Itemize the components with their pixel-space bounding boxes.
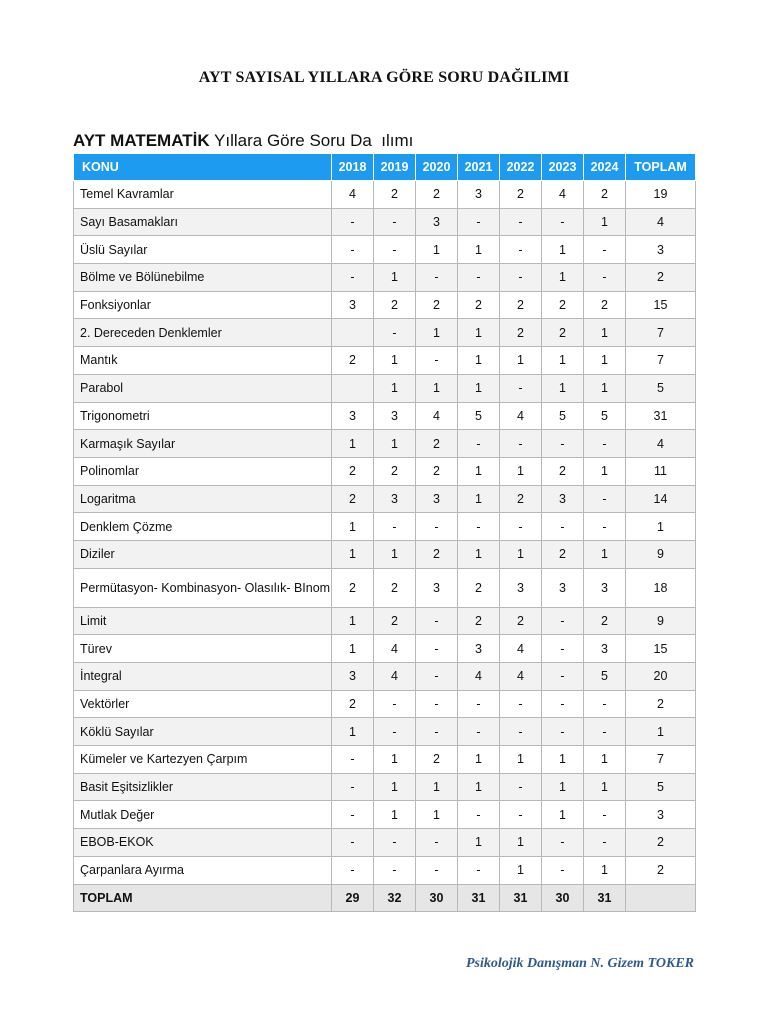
topic-cell: Parabol: [74, 374, 332, 402]
count-cell: 2: [374, 568, 416, 607]
topic-cell: Karmaşık Sayılar: [74, 430, 332, 458]
header-row: [74, 154, 696, 181]
table-row: [74, 568, 696, 607]
count-cell: -: [332, 829, 374, 857]
totals-cell: TOPLAM: [74, 884, 332, 911]
count-cell: 1: [584, 856, 626, 884]
table-row: [74, 663, 696, 691]
count-cell: 3: [626, 236, 696, 264]
totals-cell: 31: [500, 884, 542, 911]
count-cell: 1: [500, 457, 542, 485]
count-cell: -: [458, 264, 500, 292]
count-cell: 2: [332, 457, 374, 485]
count-cell: 1: [458, 319, 500, 347]
count-cell: 1: [584, 746, 626, 774]
topic-cell: Çarpanlara Ayırma: [74, 856, 332, 884]
count-cell: 1: [584, 773, 626, 801]
count-cell: 5: [542, 402, 584, 430]
count-cell: -: [332, 746, 374, 774]
count-cell: 2: [626, 690, 696, 718]
count-cell: 15: [626, 291, 696, 319]
topic-cell: Limit: [74, 607, 332, 635]
count-cell: 5: [626, 374, 696, 402]
table-row: [74, 181, 696, 209]
count-cell: -: [416, 607, 458, 635]
count-cell: -: [584, 236, 626, 264]
count-cell: -: [458, 513, 500, 541]
count-cell: -: [584, 829, 626, 857]
topic-cell: İntegral: [74, 663, 332, 691]
count-cell: -: [332, 856, 374, 884]
section-heading: [73, 131, 413, 151]
count-cell: 1: [500, 856, 542, 884]
totals-cell: 32: [374, 884, 416, 911]
count-cell: 1: [584, 457, 626, 485]
count-cell: -: [584, 690, 626, 718]
count-cell: 2: [458, 607, 500, 635]
count-cell: 1: [332, 430, 374, 458]
totals-cell: 31: [584, 884, 626, 911]
topic-cell: Kümeler ve Kartezyen Çarpım: [74, 746, 332, 774]
count-cell: 3: [500, 568, 542, 607]
topic-cell: Diziler: [74, 540, 332, 568]
topic-cell: Üslü Sayılar: [74, 236, 332, 264]
count-cell: 1: [584, 208, 626, 236]
count-cell: -: [542, 718, 584, 746]
count-cell: 3: [332, 402, 374, 430]
count-cell: -: [500, 264, 542, 292]
count-cell: 1: [584, 347, 626, 375]
count-cell: -: [500, 718, 542, 746]
count-cell: -: [458, 801, 500, 829]
column-header: 2022: [500, 154, 542, 181]
count-cell: -: [416, 718, 458, 746]
count-cell: 7: [626, 319, 696, 347]
count-cell: 2: [542, 540, 584, 568]
count-cell: -: [458, 856, 500, 884]
count-cell: -: [500, 430, 542, 458]
count-cell: 7: [626, 347, 696, 375]
table-row: [74, 718, 696, 746]
count-cell: -: [374, 319, 416, 347]
count-cell: 2: [416, 457, 458, 485]
column-header: TOPLAM: [626, 154, 696, 181]
count-cell: 1: [416, 236, 458, 264]
count-cell: -: [584, 485, 626, 513]
totals-cell: 30: [416, 884, 458, 911]
count-cell: 2: [500, 319, 542, 347]
table-row: [74, 635, 696, 663]
column-header: 2018: [332, 154, 374, 181]
count-cell: 2: [542, 457, 584, 485]
table-row: [74, 236, 696, 264]
table-row: [74, 485, 696, 513]
section-heading-rest: Yıllara Göre Soru Da ılımı: [209, 131, 414, 150]
table-row: [74, 690, 696, 718]
count-cell: -: [416, 264, 458, 292]
count-cell: 3: [542, 568, 584, 607]
count-cell: -: [332, 801, 374, 829]
count-cell: 2: [332, 485, 374, 513]
table-row: [74, 746, 696, 774]
count-cell: -: [458, 718, 500, 746]
count-cell: -: [458, 208, 500, 236]
count-cell: 3: [416, 568, 458, 607]
count-cell: 1: [626, 718, 696, 746]
count-cell: 11: [626, 457, 696, 485]
question-distribution-table: [73, 153, 696, 912]
count-cell: 2: [416, 746, 458, 774]
count-cell: 7: [626, 746, 696, 774]
count-cell: 1: [542, 801, 584, 829]
count-cell: 4: [374, 663, 416, 691]
totals-row: [74, 884, 696, 911]
totals-cell: 29: [332, 884, 374, 911]
count-cell: -: [500, 773, 542, 801]
count-cell: -: [332, 208, 374, 236]
table-row: [74, 319, 696, 347]
count-cell: 1: [332, 607, 374, 635]
count-cell: 2: [332, 568, 374, 607]
count-cell: -: [374, 208, 416, 236]
count-cell: 4: [332, 181, 374, 209]
column-header: 2021: [458, 154, 500, 181]
count-cell: 15: [626, 635, 696, 663]
count-cell: -: [332, 773, 374, 801]
count-cell: 1: [458, 540, 500, 568]
topic-cell: Logaritma: [74, 485, 332, 513]
table-row: [74, 540, 696, 568]
table-row: [74, 801, 696, 829]
count-cell: 1: [458, 485, 500, 513]
count-cell: 1: [542, 347, 584, 375]
count-cell: 2: [416, 430, 458, 458]
count-cell: 2: [626, 264, 696, 292]
count-cell: 2: [500, 485, 542, 513]
count-cell: 3: [416, 208, 458, 236]
count-cell: 3: [332, 663, 374, 691]
count-cell: 2: [374, 291, 416, 319]
count-cell: 1: [374, 801, 416, 829]
count-cell: 4: [500, 402, 542, 430]
count-cell: 3: [374, 402, 416, 430]
count-cell: 5: [458, 402, 500, 430]
count-cell: 3: [584, 568, 626, 607]
count-cell: 2: [374, 457, 416, 485]
topic-cell: Bölme ve Bölünebilme: [74, 264, 332, 292]
count-cell: 1: [626, 513, 696, 541]
count-cell: 1: [500, 347, 542, 375]
count-cell: -: [416, 856, 458, 884]
count-cell: 2: [332, 690, 374, 718]
count-cell: 1: [374, 773, 416, 801]
count-cell: 1: [458, 374, 500, 402]
count-cell: 2: [584, 181, 626, 209]
count-cell: -: [374, 829, 416, 857]
table-row: [74, 607, 696, 635]
table-row: [74, 291, 696, 319]
count-cell: 1: [374, 347, 416, 375]
count-cell: 1: [458, 457, 500, 485]
count-cell: -: [584, 801, 626, 829]
count-cell: -: [542, 607, 584, 635]
count-cell: 1: [500, 829, 542, 857]
topic-cell: Temel Kavramlar: [74, 181, 332, 209]
count-cell: 1: [332, 718, 374, 746]
count-cell: 1: [332, 513, 374, 541]
count-cell: -: [584, 264, 626, 292]
count-cell: 1: [374, 264, 416, 292]
topic-cell: Köklü Sayılar: [74, 718, 332, 746]
column-header: 2023: [542, 154, 584, 181]
count-cell: -: [542, 430, 584, 458]
topic-cell: Polinomlar: [74, 457, 332, 485]
count-cell: 1: [542, 773, 584, 801]
count-cell: -: [416, 635, 458, 663]
document-title: AYT SAYISAL YILLARA GÖRE SORU DAĞILIMI: [198, 69, 570, 86]
count-cell: 5: [626, 773, 696, 801]
count-cell: 1: [416, 374, 458, 402]
count-cell: 9: [626, 540, 696, 568]
count-cell: 2: [542, 319, 584, 347]
count-cell: 1: [542, 746, 584, 774]
count-cell: 3: [458, 181, 500, 209]
count-cell: -: [584, 430, 626, 458]
count-cell: -: [584, 718, 626, 746]
totals-cell: 30: [542, 884, 584, 911]
count-cell: -: [542, 208, 584, 236]
count-cell: -: [374, 513, 416, 541]
count-cell: 5: [584, 402, 626, 430]
count-cell: 4: [626, 430, 696, 458]
topic-cell: Türev: [74, 635, 332, 663]
count-cell: 4: [500, 635, 542, 663]
count-cell: 3: [458, 635, 500, 663]
count-cell: 1: [458, 746, 500, 774]
count-cell: 19: [626, 181, 696, 209]
count-cell: -: [542, 513, 584, 541]
count-cell: -: [332, 236, 374, 264]
topic-cell: Denklem Çözme: [74, 513, 332, 541]
column-header: KONU: [74, 154, 332, 181]
topic-cell: Basit Eşitsizlikler: [74, 773, 332, 801]
topic-cell: Mantık: [74, 347, 332, 375]
count-cell: 4: [626, 208, 696, 236]
count-cell: 2: [584, 607, 626, 635]
count-cell: -: [374, 718, 416, 746]
count-cell: 2: [416, 540, 458, 568]
count-cell: 1: [332, 635, 374, 663]
count-cell: 9: [626, 607, 696, 635]
topic-cell: EBOB-EKOK: [74, 829, 332, 857]
count-cell: 18: [626, 568, 696, 607]
count-cell: 2: [374, 181, 416, 209]
count-cell: 1: [542, 236, 584, 264]
count-cell: 4: [458, 663, 500, 691]
count-cell: 14: [626, 485, 696, 513]
count-cell: 1: [374, 540, 416, 568]
count-cell: -: [416, 513, 458, 541]
column-header: 2020: [416, 154, 458, 181]
author-signature: Psikolojik Danışman N. Gizem TOKER: [465, 956, 694, 971]
totals-cell: [626, 884, 696, 911]
topic-cell: Trigonometri: [74, 402, 332, 430]
count-cell: 1: [584, 540, 626, 568]
count-cell: 2: [500, 291, 542, 319]
table-row: [74, 457, 696, 485]
count-cell: 2: [542, 291, 584, 319]
table-row: [74, 513, 696, 541]
count-cell: 3: [332, 291, 374, 319]
count-cell: 4: [500, 663, 542, 691]
topic-cell: Sayı Basamakları: [74, 208, 332, 236]
count-cell: -: [500, 513, 542, 541]
table-row: [74, 856, 696, 884]
table-row: [74, 773, 696, 801]
count-cell: 2: [332, 347, 374, 375]
section-heading-bold: AYT MATEMATİK: [73, 131, 210, 150]
count-cell: 5: [584, 663, 626, 691]
count-cell: -: [416, 347, 458, 375]
count-cell: 3: [584, 635, 626, 663]
count-cell: 2: [500, 607, 542, 635]
totals-cell: 31: [458, 884, 500, 911]
table-row: [74, 264, 696, 292]
count-cell: -: [500, 690, 542, 718]
count-cell: -: [416, 663, 458, 691]
count-cell: 2: [458, 291, 500, 319]
column-header: 2024: [584, 154, 626, 181]
count-cell: 1: [458, 829, 500, 857]
count-cell: -: [584, 513, 626, 541]
count-cell: 4: [542, 181, 584, 209]
column-header: 2019: [374, 154, 416, 181]
count-cell: 2: [458, 568, 500, 607]
count-cell: 1: [500, 746, 542, 774]
count-cell: -: [458, 430, 500, 458]
table-row: [74, 430, 696, 458]
count-cell: 4: [416, 402, 458, 430]
count-cell: -: [374, 236, 416, 264]
table-row: [74, 374, 696, 402]
count-cell: 3: [626, 801, 696, 829]
count-cell: -: [500, 801, 542, 829]
topic-cell: Vektörler: [74, 690, 332, 718]
count-cell: 3: [416, 485, 458, 513]
topic-cell: Mutlak Değer: [74, 801, 332, 829]
count-cell: -: [374, 856, 416, 884]
table-row: [74, 402, 696, 430]
count-cell: -: [500, 236, 542, 264]
count-cell: 1: [416, 773, 458, 801]
count-cell: 2: [416, 291, 458, 319]
table-row: [74, 829, 696, 857]
count-cell: -: [416, 690, 458, 718]
count-cell: 1: [374, 430, 416, 458]
count-cell: -: [500, 208, 542, 236]
count-cell: 1: [500, 540, 542, 568]
count-cell: 1: [416, 319, 458, 347]
count-cell: -: [542, 829, 584, 857]
count-cell: [332, 319, 374, 347]
count-cell: 1: [374, 374, 416, 402]
count-cell: 1: [542, 264, 584, 292]
count-cell: -: [542, 663, 584, 691]
count-cell: 1: [458, 773, 500, 801]
count-cell: 1: [584, 374, 626, 402]
count-cell: -: [542, 690, 584, 718]
table-row: [74, 208, 696, 236]
count-cell: -: [332, 264, 374, 292]
count-cell: 4: [374, 635, 416, 663]
count-cell: 2: [374, 607, 416, 635]
topic-cell: Permütasyon- Kombinasyon- Olasılık- BInom: [74, 568, 332, 607]
count-cell: 1: [416, 801, 458, 829]
count-cell: 3: [542, 485, 584, 513]
topic-cell: 2. Dereceden Denklemler: [74, 319, 332, 347]
table-body: [74, 181, 696, 885]
count-cell: 20: [626, 663, 696, 691]
count-cell: 2: [626, 829, 696, 857]
count-cell: 1: [374, 746, 416, 774]
count-cell: 2: [500, 181, 542, 209]
count-cell: 31: [626, 402, 696, 430]
count-cell: 1: [542, 374, 584, 402]
count-cell: -: [542, 856, 584, 884]
topic-cell: Fonksiyonlar: [74, 291, 332, 319]
count-cell: 2: [626, 856, 696, 884]
count-cell: 1: [584, 319, 626, 347]
count-cell: 1: [458, 347, 500, 375]
count-cell: -: [542, 635, 584, 663]
count-cell: [332, 374, 374, 402]
count-cell: -: [416, 829, 458, 857]
count-cell: 3: [374, 485, 416, 513]
table-row: [74, 347, 696, 375]
count-cell: 2: [584, 291, 626, 319]
count-cell: -: [374, 690, 416, 718]
count-cell: 1: [458, 236, 500, 264]
count-cell: 2: [416, 181, 458, 209]
count-cell: 1: [332, 540, 374, 568]
count-cell: -: [458, 690, 500, 718]
count-cell: -: [500, 374, 542, 402]
